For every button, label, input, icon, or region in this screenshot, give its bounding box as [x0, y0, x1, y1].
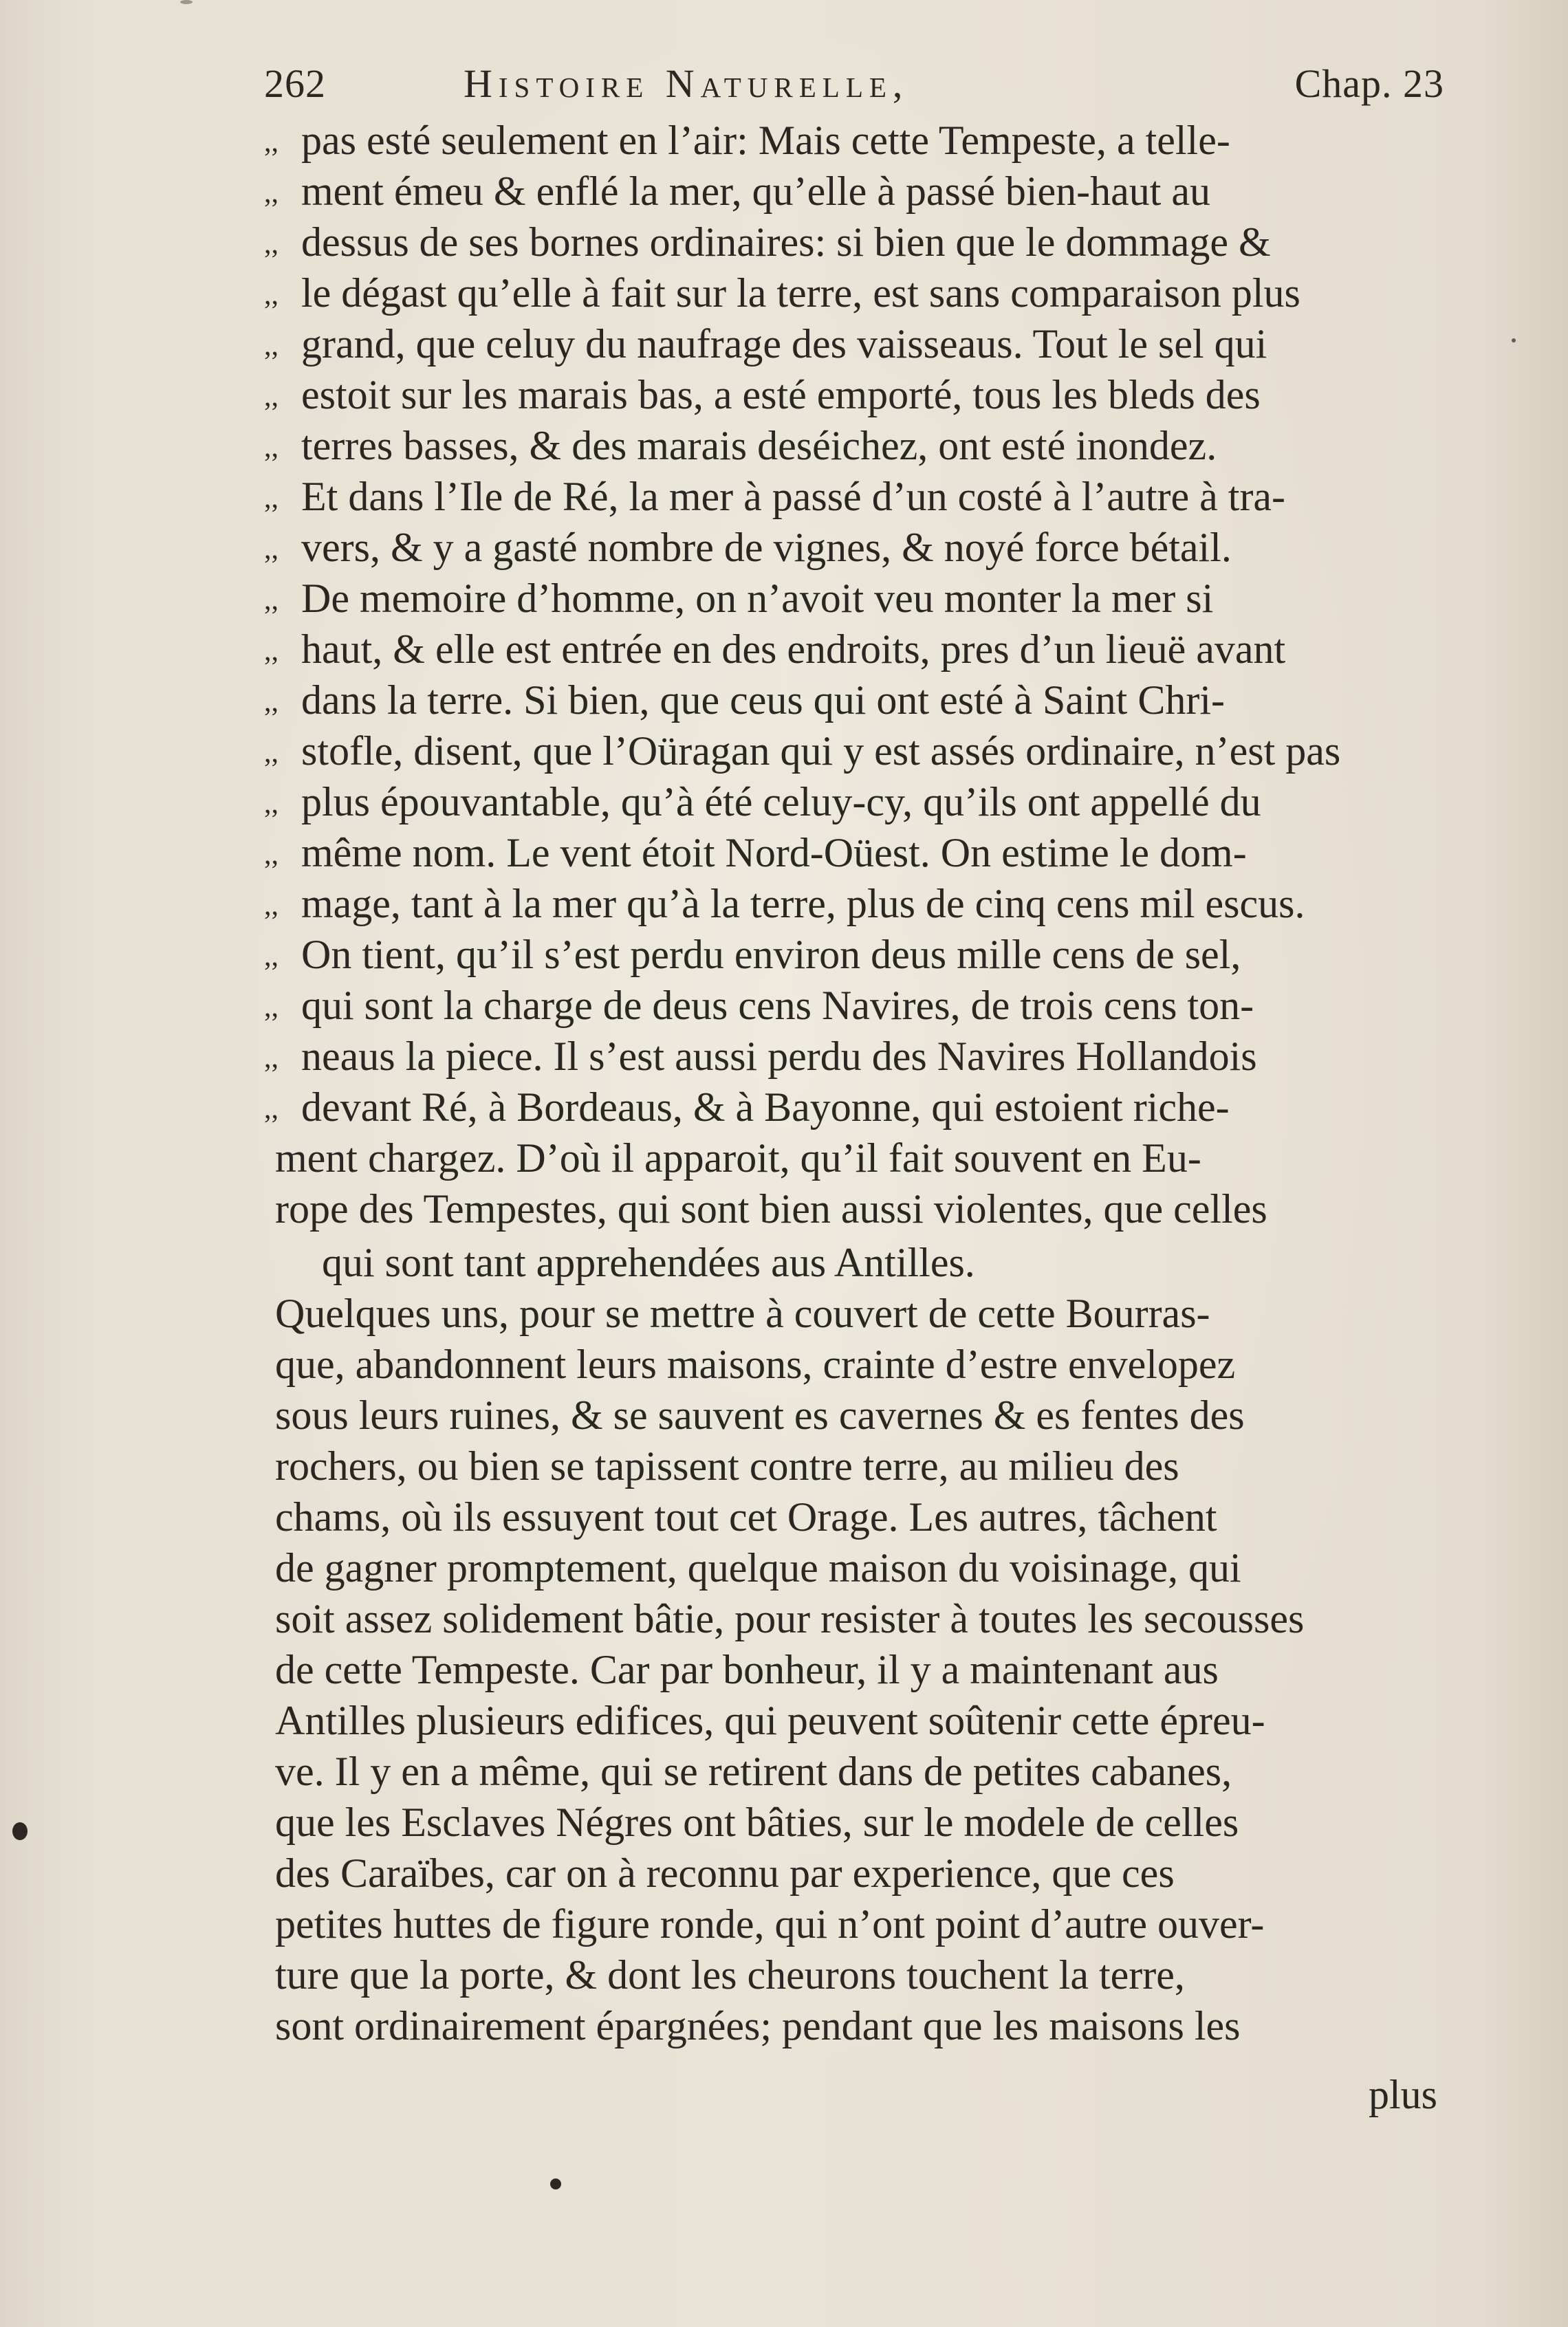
running-header	[264, 61, 1444, 116]
text-line: ,, haut, & elle est entrée en des endroits, pres d’un lieuë avant	[264, 624, 1285, 674]
quote-mark: ,,	[264, 381, 279, 413]
text-line: des Caraïbes, car on à reconnu par experience, que ces	[275, 1850, 1175, 1896]
paragraph-start-line: Quelques uns, pour se mettre à couvert de cette Bourras-	[275, 1291, 1210, 1336]
text-line: ,, stofle, disent, que l’Oüragan qui y est assés ordinaire, n’est pas	[264, 726, 1340, 776]
ink-spot	[550, 2178, 561, 2189]
text-line: que les Esclaves Négres ont bâties, sur le modele de celles	[275, 1800, 1239, 1845]
quote-mark: ,,	[264, 483, 279, 514]
running-title: Histoire Naturelle,	[464, 61, 909, 106]
text-line: ,, ment émeu & enflé la mer, qu’elle à passé bien-haut au	[264, 166, 1210, 216]
text-line: ,, vers, & y a gasté nombre de vignes, & noyé force bétail.	[264, 523, 1232, 572]
ink-spot	[1512, 338, 1516, 342]
quote-mark: ,,	[264, 228, 279, 260]
quote-mark: ,,	[264, 992, 279, 1023]
quote-mark: ,,	[264, 686, 279, 718]
quote-mark: ,,	[264, 788, 279, 820]
text-line: ,, dans la terre. Si bien, que ceus qui ont esté à Saint Chri-	[264, 675, 1225, 725]
quote-mark: ,,	[264, 839, 279, 871]
quote-mark: ,,	[264, 330, 279, 362]
text-line: ,, estoit sur les marais bas, a esté emporté, tous les bleds des	[264, 370, 1261, 419]
text-line: ,, plus épouvantable, qu’à été celuy-cy, qu’ils ont appellé du	[264, 777, 1261, 827]
text-line: ture que la porte, & dont les cheurons touchent la terre,	[275, 1952, 1185, 1998]
text-line: de gagner promptement, quelque maison du voisinage, qui	[275, 1545, 1241, 1591]
chapter-label: Chap. 23	[1294, 61, 1444, 106]
quote-mark: ,,	[264, 890, 279, 921]
text-line: petites huttes de figure ronde, qui n’ont point d’autre ouver-	[275, 1901, 1265, 1947]
quote-mark: ,,	[264, 635, 279, 667]
text-line: sous leurs ruines, & se sauvent es cavernes & es fentes des	[275, 1392, 1245, 1438]
text-line: ,, même nom. Le vent étoit Nord-Oüest. On estime le dom-	[264, 828, 1247, 877]
text-line: ,, neaus la piece. Il s’est aussi perdu des Navires Hollandois	[264, 1031, 1257, 1081]
quote-mark: ,,	[264, 279, 279, 311]
page-number: 262	[264, 61, 326, 106]
quote-mark: ,,	[264, 1093, 279, 1125]
quote-mark: ,,	[264, 127, 279, 158]
text-line: ,, qui sont la charge de deus cens Navires, de trois cens ton-	[264, 981, 1254, 1030]
ink-spot	[180, 0, 193, 4]
text-line: ment chargez. D’où il apparoit, qu’il fait souvent en Eu-	[275, 1135, 1201, 1181]
quote-mark: ,,	[264, 177, 279, 209]
text-line: rope des Tempestes, qui sont bien aussi violentes, que celles	[275, 1186, 1267, 1232]
text-line: qui sont tant apprehendées aus Antilles.	[322, 1240, 975, 1285]
text-line: que, abandonnent leurs maisons, crainte d’estre envelopez	[275, 1342, 1236, 1387]
text-line: ,, pas esté seulement en l’air: Mais cette Tempeste, a telle-	[264, 116, 1230, 165]
quote-mark: ,,	[264, 941, 279, 972]
text-line: ,, terres basses, & des marais deséichez, ont esté inondez.	[264, 421, 1217, 470]
text-line: ,, Et dans l’Ile de Ré, la mer à passé d’un costé à l’autre à tra-	[264, 472, 1285, 521]
text-line: soit assez solidement bâtie, pour resister à toutes les secousses	[275, 1596, 1305, 1641]
quote-mark: ,,	[264, 737, 279, 769]
ink-spot	[12, 1822, 28, 1840]
catchword: plus	[1369, 2072, 1438, 2117]
text-line: ,, dessus de ses bornes ordinaires: si bien que le dommage &	[264, 217, 1271, 267]
text-line: ,, le dégast qu’elle à fait sur la terre, est sans comparaison plus	[264, 268, 1300, 318]
text-line: de cette Tempeste. Car par bonheur, il y a maintenant aus	[275, 1647, 1219, 1692]
text-line: rochers, ou bien se tapissent contre terre, au milieu des	[275, 1443, 1179, 1489]
quote-mark: ,,	[264, 1042, 279, 1074]
text-line: ,, devant Ré, à Bordeaus, & à Bayonne, qui estoient riche-	[264, 1082, 1230, 1132]
text-line: ve. Il y en a même, qui se retirent dans de petites cabanes,	[275, 1749, 1232, 1794]
text-line: Antilles plusieurs edifices, qui peuvent soûtenir cette épreu-	[275, 1698, 1265, 1743]
text-line: ,, mage, tant à la mer qu’à la terre, plus de cinq cens mil escus.	[264, 879, 1305, 928]
text-line: sont ordinairement épargnées; pendant que les maisons les	[275, 2003, 1241, 2049]
text-line: ,, De memoire d’homme, on n’avoit veu monter la mer si	[264, 573, 1213, 623]
text-line: ,, grand, que celuy du naufrage des vaisseaus. Tout le sel qui	[264, 319, 1267, 369]
quote-mark: ,,	[264, 432, 279, 463]
text-line: ,, On tient, qu’il s’est perdu environ deus mille cens de sel,	[264, 930, 1241, 979]
text-line: chams, où ils essuyent tout cet Orage. Les autres, tâchent	[275, 1494, 1217, 1540]
quote-mark: ,,	[264, 534, 279, 565]
quote-mark: ,,	[264, 585, 279, 616]
